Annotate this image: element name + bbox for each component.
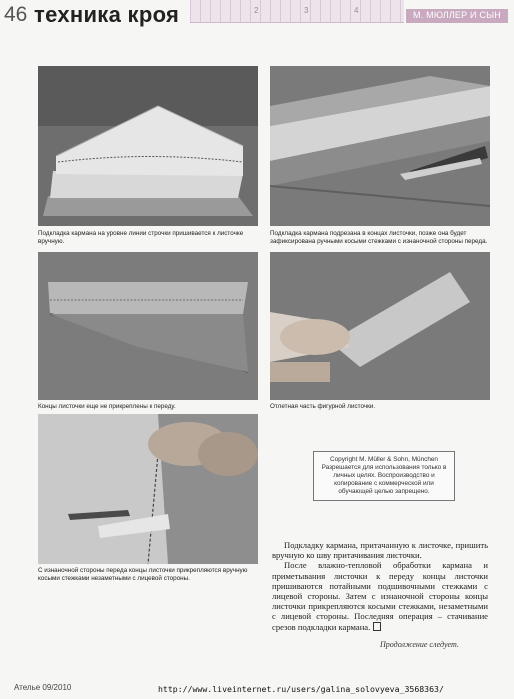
to-be-continued: Продолжение следует. <box>380 640 459 649</box>
photo-ends-not-attached <box>38 252 258 400</box>
footer-url[interactable]: http://www.liveinternet.ru/users/galina_solovyeva_3568363/ <box>158 684 444 694</box>
article-paragraph-2-text: После влажно-тепловой обработки кармана и приметывания листочки к переду концы листочки пришиваются потайными подшивочными стежками с лицевой стороны. Затем с изнаночной стороны концы листочки прикрепляются косыми стежками, незаметными с лицевой стороны. Последняя операция – стачивание срезов подкладки кармана. <box>272 560 488 632</box>
caption-photo3: Концы листочки еще не прикреплены к переду. <box>38 403 176 410</box>
copyright-box <box>313 451 455 501</box>
ruler-number: 3 <box>304 6 309 15</box>
caption-photo5: С изнаночной стороны переда концы листочки прикрепляются вручную косыми стежками незаметными с лицевой стороны. <box>38 567 248 582</box>
brand-name: М. МЮЛЛЕР И СЫН <box>413 10 501 20</box>
copyright-text: Copyright M. Müller & Sohn, München Разрешается для использования только в личных целях. Воспроизводство и копирование с коммерческой или обучающей целью запрещено. <box>321 456 447 495</box>
article-text <box>272 540 488 632</box>
ruler-number: 2 <box>254 6 259 15</box>
page-number: 46 <box>4 3 28 26</box>
section-title: техника кроя <box>34 2 180 27</box>
ruler-number: 4 <box>354 6 359 15</box>
footer-issue: Ателье 09/2010 <box>14 683 72 692</box>
photo-lining-stitched <box>38 66 258 226</box>
ruler-strip <box>190 0 404 23</box>
caption-photo4: Отлетная часть фигурной листочки. <box>270 403 376 410</box>
caption-photo2: Подкладка кармана подрезана в концах листочки, позже она будет зафиксирована ручными косыми стежками с изнаночной стороны переда. <box>270 230 488 245</box>
photo-welt-flap <box>270 252 490 400</box>
article-paragraph-2 <box>272 560 488 631</box>
article-paragraph-1: Подкладку кармана, притачанную к листочке, пришить вручную ко шву притачивания листочки. <box>272 540 488 561</box>
caption-photo1: Подкладка кармана на уровне линии строчки пришивается к листочке вручную. <box>38 230 244 245</box>
photo-hand-stitching <box>38 414 258 564</box>
photo-lining-trimmed <box>270 66 490 226</box>
end-mark-icon <box>373 622 381 631</box>
brand-box <box>406 9 508 23</box>
header-band <box>0 0 514 34</box>
